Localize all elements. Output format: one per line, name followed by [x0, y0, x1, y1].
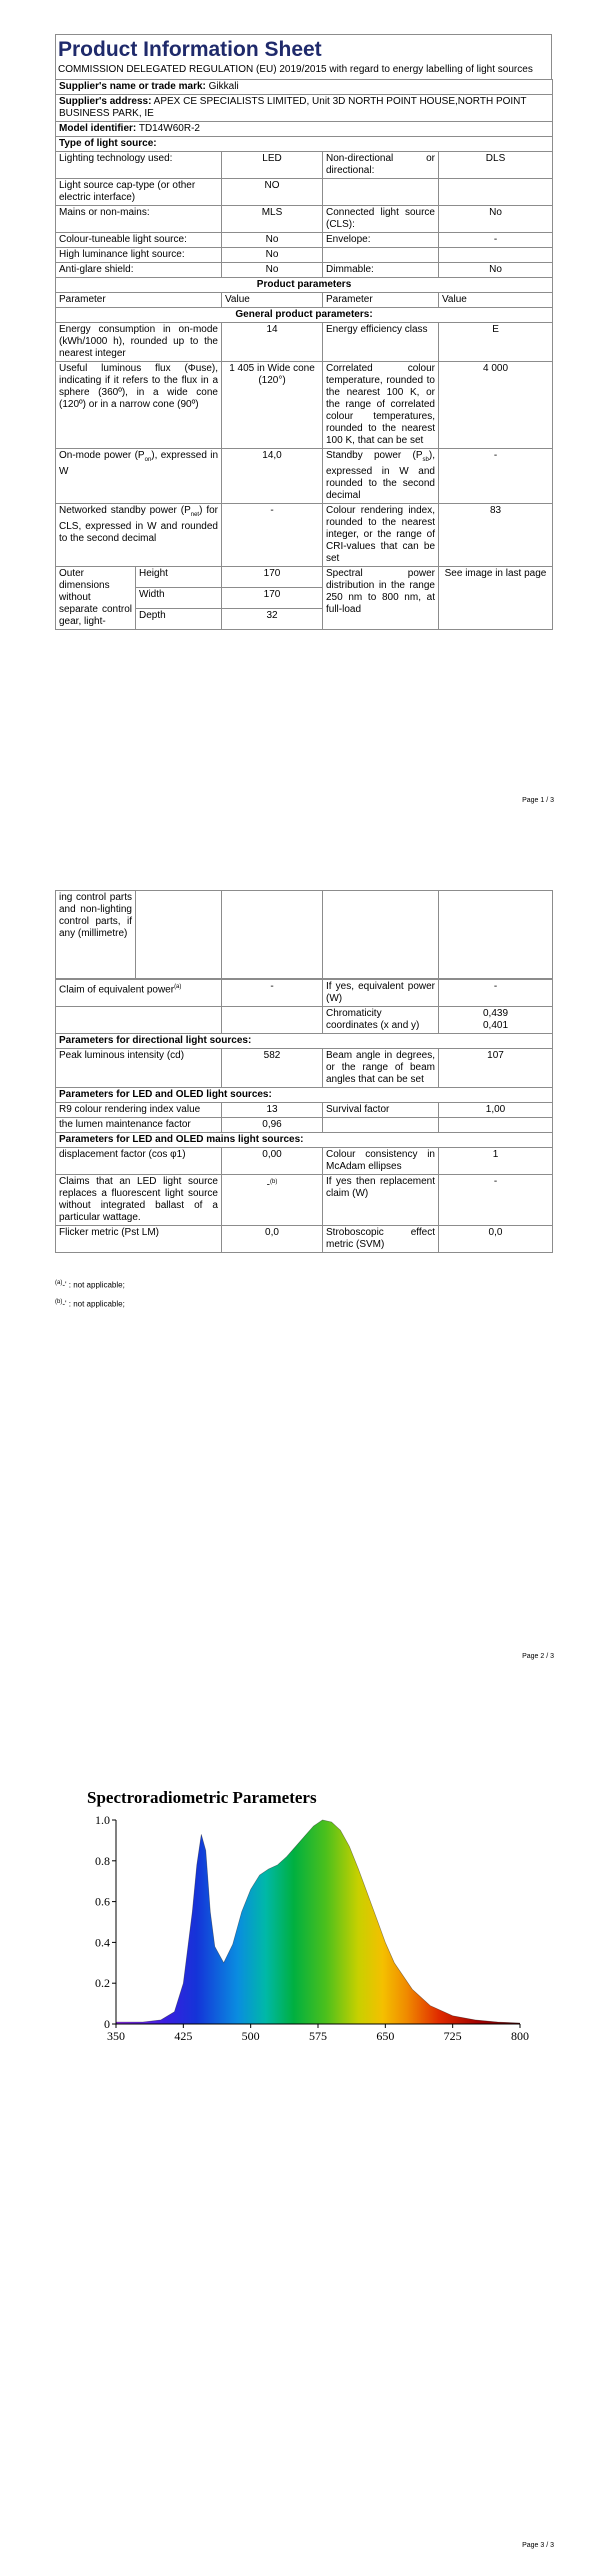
efficiency-value: E: [439, 323, 553, 362]
page-3: [0, 1675, 604, 2560]
y-tick-label: 0.4: [95, 1935, 110, 1950]
dimensions-table: [55, 567, 553, 630]
chroma-x: 0,439: [482, 1008, 509, 1019]
general-parameters-heading: General product parameters:: [56, 308, 553, 323]
model-value: TD14W60R-2: [138, 123, 200, 134]
chroma-label: Chromaticity coordinates (x and y): [323, 1007, 439, 1034]
lighting-technology-label: Lighting technology used:: [56, 152, 222, 179]
replacement-value: -: [439, 1175, 553, 1226]
networked-label: [56, 504, 222, 567]
led-header-row: [56, 1088, 553, 1103]
claims-sup: (b): [270, 1179, 278, 1185]
product-parameters-row: [56, 278, 553, 293]
x-tick-label: 725: [443, 2029, 462, 2043]
equiv-label: [56, 980, 222, 1007]
y-tick-label: 0.2: [95, 1976, 110, 1991]
general-parameters-row: [56, 308, 553, 323]
cri-value: 83: [439, 504, 553, 567]
cct-value: 4 000: [439, 362, 553, 449]
equiv-value: -: [222, 980, 323, 1007]
spd-label: Spectral power distribution in the range 250 nm to 800 nm, at full-load: [323, 567, 439, 630]
onmode-label-b: ), expressed in W: [59, 450, 218, 477]
lighting-technology-value: LED: [222, 152, 323, 179]
supplier-name-row: [56, 80, 553, 95]
strobo-value: 0,0: [439, 1226, 553, 1253]
non-directional-value: DLS: [439, 152, 553, 179]
strobo-label: Stroboscopic effect metric (SVM): [323, 1226, 439, 1253]
x-tick-label: 575: [309, 2029, 327, 2043]
non-directional-label: Non-directional or directional:: [323, 152, 439, 179]
beam-label: Beam angle in degrees, or the range of beam angles that can be set: [323, 1049, 439, 1088]
footnote-a: [55, 1275, 125, 1294]
info-sheet-page-2: [55, 890, 552, 1253]
standby-label: [323, 449, 439, 504]
standby-value: -: [439, 449, 553, 504]
networked-label-b: ) for CLS, expressed in W and rounded to the second decimal: [59, 505, 218, 544]
mcadam-value: 1: [439, 1148, 553, 1175]
anti-glare-label: Anti-glare shield:: [56, 263, 222, 278]
x-tick-label: 800: [511, 2029, 529, 2043]
dimmable-value: No: [439, 263, 553, 278]
flicker-row: [56, 1226, 553, 1253]
tuneable-row: [56, 233, 553, 248]
networked-value: -: [222, 504, 323, 567]
equiv-yes-value: -: [439, 980, 553, 1007]
regulation-text: COMMISSION DELEGATED REGULATION (EU) 2019/2015 with regard to energy labelling of light sources: [55, 64, 552, 79]
height-label: Height: [136, 567, 222, 587]
product-parameters-heading: Product parameters: [56, 278, 553, 293]
width-value: 170: [222, 587, 323, 608]
onmode-label: [56, 449, 222, 504]
mcadam-label: Colour consistency in McAdam ellipses: [323, 1148, 439, 1175]
flicker-value: 0,0: [222, 1226, 323, 1253]
claims-row: [56, 1175, 553, 1226]
led-heading: Parameters for LED and OLED light sources:: [56, 1088, 553, 1103]
outer-continued-row: [56, 891, 553, 979]
lumen-value: 0,96: [222, 1118, 323, 1133]
high-lum-label: High luminance light source:: [56, 248, 222, 263]
connected-value: No: [439, 206, 553, 233]
page-2: [0, 820, 604, 1675]
displacement-value: 0,00: [222, 1148, 323, 1175]
survival-label: Survival factor: [323, 1103, 439, 1118]
spectrum-area: [116, 1820, 520, 2024]
cap-type-row: [56, 179, 553, 206]
mains-row: [56, 206, 553, 233]
lumen-row: [56, 1118, 553, 1133]
chart-title: Spectroradiometric Parameters: [87, 1788, 317, 1807]
chroma-y: 0,401: [482, 1020, 509, 1031]
cap-type-label: Light source cap-type (or other electric interface): [56, 179, 222, 206]
footnote-a-text: -' : not applicable;: [62, 1280, 125, 1290]
spectrum-chart: [80, 1788, 540, 2048]
height-value: 170: [222, 567, 323, 587]
width-label: Width: [136, 587, 222, 608]
flicker-label: Flicker metric (Pst LM): [56, 1226, 222, 1253]
r9-value: 13: [222, 1103, 323, 1118]
info-sheet-page-1: [55, 34, 552, 630]
claims-value-cell: [222, 1175, 323, 1226]
high-luminance-row: [56, 248, 553, 263]
mains-header-row: [56, 1133, 553, 1148]
col-value-2: Value: [439, 293, 553, 308]
claims-label: Claims that an LED light source replaces a fluorescent light source without integrated ballast of a particular wattage.: [56, 1175, 222, 1226]
spd-value: See image in last page: [439, 567, 553, 630]
efficiency-label: Energy efficiency class: [323, 323, 439, 362]
power-row: [56, 449, 553, 504]
lumen-label: the lumen maintenance factor: [56, 1118, 222, 1133]
chromaticity-row: [56, 1007, 553, 1034]
standby-label-b: ), expressed in W and rounded to the second decimal: [326, 450, 435, 501]
r9-label: R9 colour rendering index value: [56, 1103, 222, 1118]
onmode-value: 14,0: [222, 449, 323, 504]
footnote-b: [55, 1294, 125, 1313]
sheet-title: Product Information Sheet: [55, 34, 552, 64]
anti-glare-row: [56, 263, 553, 278]
cri-label: Colour rendering index, rounded to the nearest integer, or the range of CRI-values that can be set: [323, 504, 439, 567]
high-lum-value: No: [222, 248, 323, 263]
standby-label-sub: sb: [422, 457, 429, 463]
energy-label: Energy consumption in on-mode (kWh/1000 h), rounded up to the nearest integer: [56, 323, 222, 362]
supplier-address-row: [56, 95, 553, 122]
footnote-b-mark: (b): [55, 1298, 63, 1305]
standby-label-a: Standby power (P: [326, 450, 423, 461]
tuneable-value: No: [222, 233, 323, 248]
onmode-label-sub: on: [144, 457, 152, 463]
supplier-address-value: APEX CE SPECIALISTS LIMITED, Unit 3D NORTH POINT HOUSE,NORTH POINT BUSINESS PARK, IE: [59, 96, 527, 119]
y-tick-label: 0.6: [95, 1894, 110, 1909]
equiv-label-text: Claim of equivalent power: [59, 984, 175, 996]
x-tick-label: 500: [241, 2029, 260, 2043]
equiv-sup: (a): [174, 984, 182, 990]
col-value-1: Value: [222, 293, 323, 308]
supplier-address-label: Supplier's address:: [59, 96, 152, 107]
flux-value: 1 405 in Wide cone (120°): [222, 362, 323, 449]
x-tick-label: 350: [107, 2029, 125, 2043]
y-tick-label: 0: [104, 2017, 110, 2031]
directional-heading: Parameters for directional light sources:: [56, 1034, 553, 1049]
supplier-name-label: Supplier's name or trade mark:: [59, 81, 206, 92]
flux-label: Useful luminous flux (Φuse), indicating if it refers to the flux in a sphere (360º), in a wide cone (120º) or in a narrow cone (90º): [56, 362, 222, 449]
height-row: [56, 567, 553, 587]
x-tick-label: 425: [174, 2029, 193, 2043]
mains-value: MLS: [222, 206, 323, 233]
depth-label: Depth: [136, 608, 222, 629]
peak-label: Peak luminous intensity (cd): [56, 1049, 222, 1088]
energy-value: 14: [222, 323, 323, 362]
dimmable-label: Dimmable:: [323, 263, 439, 278]
mains-label: Mains or non-mains:: [56, 206, 222, 233]
cct-label: Correlated colour temperature, rounded to the nearest 100 K, or the range of correlated colour temperatures, rounded to the nearest 100 K, that can be set: [323, 362, 439, 449]
general-table: [55, 79, 553, 567]
continued-table: [55, 890, 553, 979]
supplier-name-value: Gikkali: [208, 81, 239, 92]
col-parameter-1: Parameter: [56, 293, 222, 308]
replacement-label: If yes then replacement claim (W): [323, 1175, 439, 1226]
type-heading-row: [56, 137, 553, 152]
equivalent-row: [56, 980, 553, 1007]
footnote-b-text: -' : not applicable;: [62, 1299, 125, 1309]
beam-value: 107: [439, 1049, 553, 1088]
footnote-a-mark: (a): [55, 1280, 63, 1286]
tuneable-label: Colour-tuneable light source:: [56, 233, 222, 248]
outer-dimensions-continued: ing control parts and non-lighting control parts, if any (millimetre): [56, 891, 136, 979]
y-tick-label: 1.0: [95, 1813, 110, 1827]
claims-value: -: [266, 1179, 270, 1191]
page-number-1: Page 1 / 3: [522, 797, 554, 804]
x-tick-label: 650: [376, 2029, 395, 2043]
model-row: [56, 122, 553, 137]
r9-row: [56, 1103, 553, 1118]
page-1: [0, 0, 604, 820]
directional-header-row: [56, 1034, 553, 1049]
mains-heading: Parameters for LED and OLED mains light sources:: [56, 1133, 553, 1148]
envelope-value: -: [439, 233, 553, 248]
col-parameter-2: Parameter: [323, 293, 439, 308]
networked-label-sub: net: [190, 512, 200, 518]
outer-dimensions-label: Outer dimensions without separate control gear, light-: [56, 567, 136, 630]
page-number-3: Page 3 / 3: [522, 2542, 554, 2549]
displacement-row: [56, 1148, 553, 1175]
displacement-label: displacement factor (cos φ1): [56, 1148, 222, 1175]
spectrum-svg: [80, 1788, 540, 2048]
peak-value: 582: [222, 1049, 323, 1088]
onmode-label-a: On-mode power (P: [59, 450, 145, 461]
networked-row: [56, 504, 553, 567]
connected-label: Connected light source (CLS):: [323, 206, 439, 233]
cap-type-value: NO: [222, 179, 323, 206]
light-source-type-heading: Type of light source:: [56, 137, 553, 152]
footnotes: [55, 1275, 125, 1312]
survival-value: 1,00: [439, 1103, 553, 1118]
depth-value: 32: [222, 608, 323, 629]
flux-row: [56, 362, 553, 449]
networked-label-a: Networked standby power (P: [59, 505, 191, 516]
envelope-label: Envelope:: [323, 233, 439, 248]
peak-row: [56, 1049, 553, 1088]
model-label: Model identifier:: [59, 123, 137, 134]
y-tick-label: 0.8: [95, 1853, 110, 1868]
anti-glare-value: No: [222, 263, 323, 278]
energy-row: [56, 323, 553, 362]
lighting-technology-row: [56, 152, 553, 179]
equiv-yes-label: If yes, equivalent power (W): [323, 980, 439, 1007]
column-header-row: [56, 293, 553, 308]
page-number-2: Page 2 / 3: [522, 1653, 554, 1660]
parameters-table-2: [55, 979, 553, 1253]
